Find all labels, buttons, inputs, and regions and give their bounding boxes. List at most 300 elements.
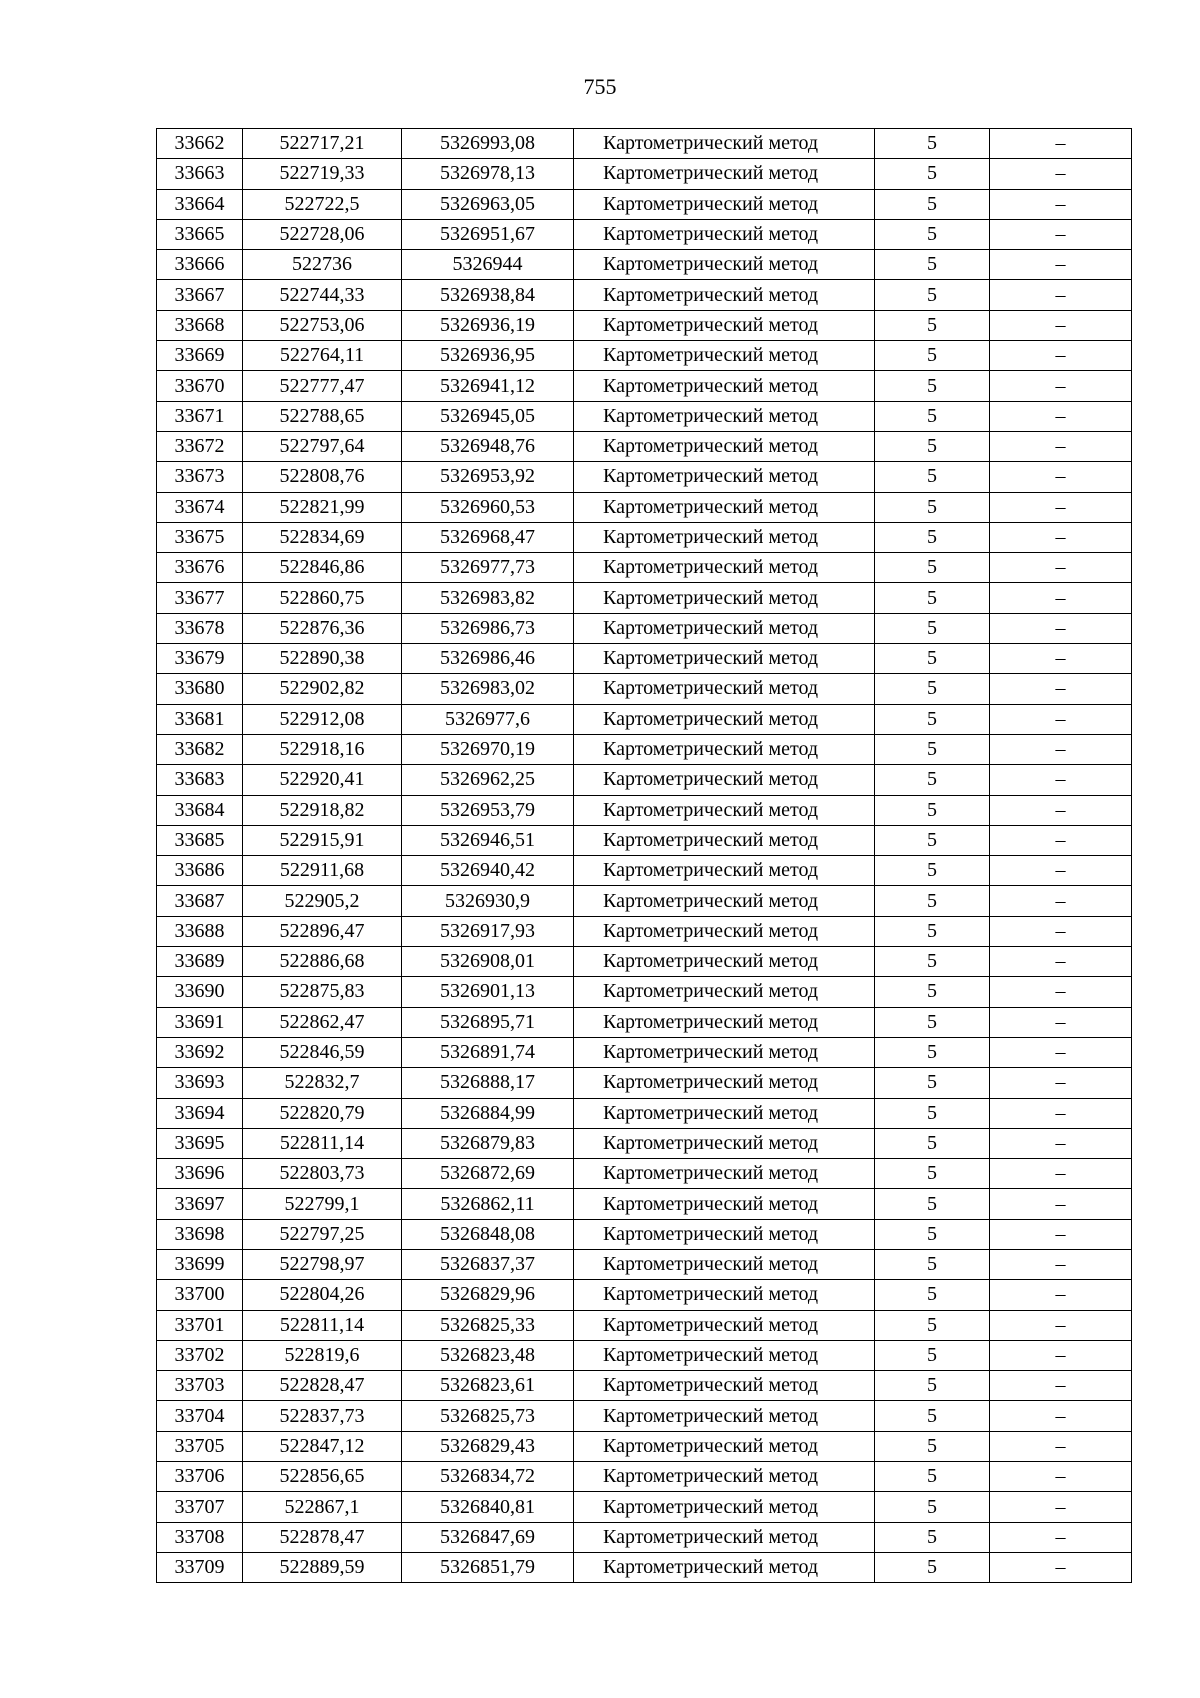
table-row: [157, 1371, 1132, 1401]
point-number-cell: 33670: [157, 371, 243, 401]
x-coordinate-cell: 522862,47: [243, 1007, 402, 1037]
method-cell: Картометрический метод: [574, 462, 875, 492]
accuracy-cell: 5: [875, 886, 990, 916]
table-row: [157, 583, 1132, 613]
description-cell: –: [990, 189, 1132, 219]
method-cell: Картометрический метод: [574, 856, 875, 886]
y-coordinate-cell: 5326948,76: [402, 431, 574, 461]
accuracy-cell: 5: [875, 583, 990, 613]
method-cell: Картометрический метод: [574, 947, 875, 977]
x-coordinate-cell: 522819,6: [243, 1340, 402, 1370]
point-number-cell: 33664: [157, 189, 243, 219]
accuracy-cell: 5: [875, 1098, 990, 1128]
method-cell: Картометрический метод: [574, 1371, 875, 1401]
page-number: 755: [583, 74, 617, 99]
x-coordinate-cell: 522902,82: [243, 674, 402, 704]
point-number-cell: 33682: [157, 734, 243, 764]
point-number-cell: 33676: [157, 553, 243, 583]
table-row: [157, 1128, 1132, 1158]
table-row: [157, 129, 1132, 159]
method-cell: Картометрический метод: [574, 886, 875, 916]
point-number-cell: 33668: [157, 310, 243, 340]
description-cell: –: [990, 492, 1132, 522]
accuracy-cell: 5: [875, 1401, 990, 1431]
y-coordinate-cell: 5326970,19: [402, 734, 574, 764]
method-cell: Картометрический метод: [574, 431, 875, 461]
y-coordinate-cell: 5326941,12: [402, 371, 574, 401]
method-cell: Картометрический метод: [574, 1552, 875, 1582]
table-row: [157, 1037, 1132, 1067]
point-number-cell: 33697: [157, 1189, 243, 1219]
point-number-cell: 33669: [157, 341, 243, 371]
x-coordinate-cell: 522920,41: [243, 765, 402, 795]
method-cell: Картометрический метод: [574, 522, 875, 552]
x-coordinate-cell: 522847,12: [243, 1431, 402, 1461]
x-coordinate-cell: 522797,25: [243, 1219, 402, 1249]
method-cell: Картометрический метод: [574, 1462, 875, 1492]
y-coordinate-cell: 5326872,69: [402, 1159, 574, 1189]
accuracy-cell: 5: [875, 1280, 990, 1310]
method-cell: Картометрический метод: [574, 280, 875, 310]
y-coordinate-cell: 5326879,83: [402, 1128, 574, 1158]
method-cell: Картометрический метод: [574, 644, 875, 674]
accuracy-cell: 5: [875, 825, 990, 855]
y-coordinate-cell: 5326936,19: [402, 310, 574, 340]
x-coordinate-cell: 522846,59: [243, 1037, 402, 1067]
method-cell: Картометрический метод: [574, 1249, 875, 1279]
point-number-cell: 33674: [157, 492, 243, 522]
table-row: [157, 1189, 1132, 1219]
method-cell: Картометрический метод: [574, 795, 875, 825]
table-row: [157, 916, 1132, 946]
accuracy-cell: 5: [875, 734, 990, 764]
point-number-cell: 33708: [157, 1522, 243, 1552]
point-number-cell: 33702: [157, 1340, 243, 1370]
x-coordinate-cell: 522915,91: [243, 825, 402, 855]
accuracy-cell: 5: [875, 977, 990, 1007]
point-number-cell: 33675: [157, 522, 243, 552]
y-coordinate-cell: 5326986,73: [402, 613, 574, 643]
x-coordinate-cell: 522846,86: [243, 553, 402, 583]
accuracy-cell: 5: [875, 1552, 990, 1582]
table-row: [157, 553, 1132, 583]
accuracy-cell: 5: [875, 674, 990, 704]
point-number-cell: 33686: [157, 856, 243, 886]
y-coordinate-cell: 5326963,05: [402, 189, 574, 219]
y-coordinate-cell: 5326891,74: [402, 1037, 574, 1067]
x-coordinate-cell: 522886,68: [243, 947, 402, 977]
accuracy-cell: 5: [875, 1492, 990, 1522]
y-coordinate-cell: 5326908,01: [402, 947, 574, 977]
method-cell: Картометрический метод: [574, 1219, 875, 1249]
description-cell: –: [990, 916, 1132, 946]
method-cell: Картометрический метод: [574, 704, 875, 734]
description-cell: –: [990, 856, 1132, 886]
method-cell: Картометрический метод: [574, 1340, 875, 1370]
method-cell: Картометрический метод: [574, 159, 875, 189]
accuracy-cell: 5: [875, 1431, 990, 1461]
x-coordinate-cell: 522744,33: [243, 280, 402, 310]
point-number-cell: 33683: [157, 765, 243, 795]
table-row: [157, 1401, 1132, 1431]
description-cell: –: [990, 977, 1132, 1007]
method-cell: Картометрический метод: [574, 1037, 875, 1067]
table-row: [157, 825, 1132, 855]
y-coordinate-cell: 5326962,25: [402, 765, 574, 795]
x-coordinate-cell: 522728,06: [243, 219, 402, 249]
x-coordinate-cell: 522811,14: [243, 1128, 402, 1158]
table-row: [157, 219, 1132, 249]
x-coordinate-cell: 522896,47: [243, 916, 402, 946]
description-cell: –: [990, 886, 1132, 916]
y-coordinate-cell: 5326978,13: [402, 159, 574, 189]
method-cell: Картометрический метод: [574, 1159, 875, 1189]
table-row: [157, 1219, 1132, 1249]
y-coordinate-cell: 5326823,61: [402, 1371, 574, 1401]
description-cell: –: [990, 825, 1132, 855]
accuracy-cell: 5: [875, 553, 990, 583]
description-cell: –: [990, 431, 1132, 461]
table-row: [157, 1522, 1132, 1552]
x-coordinate-cell: 522828,47: [243, 1371, 402, 1401]
description-cell: –: [990, 1037, 1132, 1067]
x-coordinate-cell: 522889,59: [243, 1552, 402, 1582]
point-number-cell: 33707: [157, 1492, 243, 1522]
point-number-cell: 33696: [157, 1159, 243, 1189]
accuracy-cell: 5: [875, 704, 990, 734]
description-cell: –: [990, 129, 1132, 159]
table-row: [157, 159, 1132, 189]
description-cell: –: [990, 644, 1132, 674]
table-row: [157, 371, 1132, 401]
x-coordinate-cell: 522777,47: [243, 371, 402, 401]
table-row: [157, 1340, 1132, 1370]
x-coordinate-cell: 522788,65: [243, 401, 402, 431]
point-number-cell: 33680: [157, 674, 243, 704]
point-number-cell: 33706: [157, 1462, 243, 1492]
accuracy-cell: 5: [875, 1068, 990, 1098]
method-cell: Картометрический метод: [574, 1522, 875, 1552]
y-coordinate-cell: 5326847,69: [402, 1522, 574, 1552]
x-coordinate-cell: 522878,47: [243, 1522, 402, 1552]
point-number-cell: 33687: [157, 886, 243, 916]
y-coordinate-cell: 5326825,33: [402, 1310, 574, 1340]
description-cell: –: [990, 462, 1132, 492]
table-row: [157, 1098, 1132, 1128]
description-cell: –: [990, 1522, 1132, 1552]
accuracy-cell: 5: [875, 462, 990, 492]
table-row: [157, 947, 1132, 977]
accuracy-cell: 5: [875, 795, 990, 825]
point-number-cell: 33691: [157, 1007, 243, 1037]
x-coordinate-cell: 522834,69: [243, 522, 402, 552]
point-number-cell: 33662: [157, 129, 243, 159]
description-cell: –: [990, 1007, 1132, 1037]
description-cell: –: [990, 1189, 1132, 1219]
point-number-cell: 33681: [157, 704, 243, 734]
table-row: [157, 704, 1132, 734]
table-row: [157, 280, 1132, 310]
point-number-cell: 33699: [157, 1249, 243, 1279]
method-cell: Картометрический метод: [574, 1280, 875, 1310]
point-number-cell: 33677: [157, 583, 243, 613]
table-row: [157, 1068, 1132, 1098]
accuracy-cell: 5: [875, 1159, 990, 1189]
x-coordinate-cell: 522811,14: [243, 1310, 402, 1340]
method-cell: Картометрический метод: [574, 250, 875, 280]
x-coordinate-cell: 522717,21: [243, 129, 402, 159]
y-coordinate-cell: 5326940,42: [402, 856, 574, 886]
description-cell: –: [990, 1068, 1132, 1098]
accuracy-cell: 5: [875, 1007, 990, 1037]
description-cell: –: [990, 947, 1132, 977]
method-cell: Картометрический метод: [574, 765, 875, 795]
x-coordinate-cell: 522798,97: [243, 1249, 402, 1279]
x-coordinate-cell: 522764,11: [243, 341, 402, 371]
y-coordinate-cell: 5326823,48: [402, 1340, 574, 1370]
method-cell: Картометрический метод: [574, 1310, 875, 1340]
point-number-cell: 33679: [157, 644, 243, 674]
table-row: [157, 431, 1132, 461]
table-row: [157, 734, 1132, 764]
table-row: [157, 1249, 1132, 1279]
coordinates-table: [156, 128, 1132, 1583]
accuracy-cell: 5: [875, 1462, 990, 1492]
y-coordinate-cell: 5326829,96: [402, 1280, 574, 1310]
accuracy-cell: 5: [875, 1037, 990, 1067]
description-cell: –: [990, 280, 1132, 310]
description-cell: –: [990, 1280, 1132, 1310]
y-coordinate-cell: 5326960,53: [402, 492, 574, 522]
y-coordinate-cell: 5326993,08: [402, 129, 574, 159]
method-cell: Картометрический метод: [574, 189, 875, 219]
x-coordinate-cell: 522821,99: [243, 492, 402, 522]
point-number-cell: 33705: [157, 1431, 243, 1461]
point-number-cell: 33688: [157, 916, 243, 946]
table-row: [157, 1552, 1132, 1582]
accuracy-cell: 5: [875, 280, 990, 310]
method-cell: Картометрический метод: [574, 1007, 875, 1037]
accuracy-cell: 5: [875, 1310, 990, 1340]
point-number-cell: 33667: [157, 280, 243, 310]
x-coordinate-cell: 522867,1: [243, 1492, 402, 1522]
description-cell: –: [990, 1098, 1132, 1128]
y-coordinate-cell: 5326936,95: [402, 341, 574, 371]
x-coordinate-cell: 522911,68: [243, 856, 402, 886]
x-coordinate-cell: 522753,06: [243, 310, 402, 340]
point-number-cell: 33698: [157, 1219, 243, 1249]
point-number-cell: 33671: [157, 401, 243, 431]
description-cell: –: [990, 250, 1132, 280]
description-cell: –: [990, 401, 1132, 431]
accuracy-cell: 5: [875, 401, 990, 431]
table-row: [157, 765, 1132, 795]
accuracy-cell: 5: [875, 1189, 990, 1219]
accuracy-cell: 5: [875, 522, 990, 552]
description-cell: –: [990, 1492, 1132, 1522]
point-number-cell: 33709: [157, 1552, 243, 1582]
method-cell: Картометрический метод: [574, 1068, 875, 1098]
table-row: [157, 795, 1132, 825]
x-coordinate-cell: 522804,26: [243, 1280, 402, 1310]
description-cell: –: [990, 1340, 1132, 1370]
method-cell: Картометрический метод: [574, 219, 875, 249]
accuracy-cell: 5: [875, 371, 990, 401]
description-cell: –: [990, 310, 1132, 340]
table-row: [157, 492, 1132, 522]
table-row: [157, 401, 1132, 431]
point-number-cell: 33678: [157, 613, 243, 643]
table-row: [157, 462, 1132, 492]
y-coordinate-cell: 5326983,82: [402, 583, 574, 613]
y-coordinate-cell: 5326946,51: [402, 825, 574, 855]
x-coordinate-cell: 522875,83: [243, 977, 402, 1007]
y-coordinate-cell: 5326848,08: [402, 1219, 574, 1249]
method-cell: Картометрический метод: [574, 129, 875, 159]
accuracy-cell: 5: [875, 431, 990, 461]
table-row: [157, 341, 1132, 371]
y-coordinate-cell: 5326983,02: [402, 674, 574, 704]
point-number-cell: 33693: [157, 1068, 243, 1098]
table-row: [157, 674, 1132, 704]
x-coordinate-cell: 522905,2: [243, 886, 402, 916]
description-cell: –: [990, 1128, 1132, 1158]
description-cell: –: [990, 1552, 1132, 1582]
description-cell: –: [990, 1159, 1132, 1189]
table-row: [157, 1462, 1132, 1492]
y-coordinate-cell: 5326834,72: [402, 1462, 574, 1492]
description-cell: –: [990, 1401, 1132, 1431]
x-coordinate-cell: 522736: [243, 250, 402, 280]
description-cell: –: [990, 795, 1132, 825]
description-cell: –: [990, 704, 1132, 734]
accuracy-cell: 5: [875, 613, 990, 643]
point-number-cell: 33663: [157, 159, 243, 189]
point-number-cell: 33703: [157, 1371, 243, 1401]
accuracy-cell: 5: [875, 1340, 990, 1370]
x-coordinate-cell: 522890,38: [243, 644, 402, 674]
table-row: [157, 977, 1132, 1007]
y-coordinate-cell: 5326953,92: [402, 462, 574, 492]
x-coordinate-cell: 522860,75: [243, 583, 402, 613]
point-number-cell: 33684: [157, 795, 243, 825]
accuracy-cell: 5: [875, 1128, 990, 1158]
table-row: [157, 522, 1132, 552]
method-cell: Картометрический метод: [574, 825, 875, 855]
point-number-cell: 33672: [157, 431, 243, 461]
method-cell: Картометрический метод: [574, 674, 875, 704]
y-coordinate-cell: 5326884,99: [402, 1098, 574, 1128]
y-coordinate-cell: 5326968,47: [402, 522, 574, 552]
table-row: [157, 644, 1132, 674]
accuracy-cell: 5: [875, 219, 990, 249]
accuracy-cell: 5: [875, 1522, 990, 1552]
x-coordinate-cell: 522797,64: [243, 431, 402, 461]
table-row: [157, 613, 1132, 643]
accuracy-cell: 5: [875, 856, 990, 886]
y-coordinate-cell: 5326901,13: [402, 977, 574, 1007]
accuracy-cell: 5: [875, 644, 990, 674]
description-cell: –: [990, 1310, 1132, 1340]
table-row: [157, 310, 1132, 340]
method-cell: Картометрический метод: [574, 1189, 875, 1219]
accuracy-cell: 5: [875, 159, 990, 189]
x-coordinate-cell: 522722,5: [243, 189, 402, 219]
y-coordinate-cell: 5326938,84: [402, 280, 574, 310]
x-coordinate-cell: 522856,65: [243, 1462, 402, 1492]
y-coordinate-cell: 5326862,11: [402, 1189, 574, 1219]
y-coordinate-cell: 5326895,71: [402, 1007, 574, 1037]
table-row: [157, 1159, 1132, 1189]
table-row: [157, 1007, 1132, 1037]
y-coordinate-cell: 5326917,93: [402, 916, 574, 946]
point-number-cell: 33665: [157, 219, 243, 249]
point-number-cell: 33690: [157, 977, 243, 1007]
method-cell: Картометрический метод: [574, 492, 875, 522]
point-number-cell: 33666: [157, 250, 243, 280]
method-cell: Картометрический метод: [574, 553, 875, 583]
y-coordinate-cell: 5326837,37: [402, 1249, 574, 1279]
y-coordinate-cell: 5326977,73: [402, 553, 574, 583]
point-number-cell: 33685: [157, 825, 243, 855]
description-cell: –: [990, 613, 1132, 643]
accuracy-cell: 5: [875, 1371, 990, 1401]
y-coordinate-cell: 5326829,43: [402, 1431, 574, 1461]
table-row: [157, 189, 1132, 219]
description-cell: –: [990, 1249, 1132, 1279]
description-cell: –: [990, 1219, 1132, 1249]
accuracy-cell: 5: [875, 189, 990, 219]
y-coordinate-cell: 5326945,05: [402, 401, 574, 431]
x-coordinate-cell: 522808,76: [243, 462, 402, 492]
table-row: [157, 250, 1132, 280]
y-coordinate-cell: 5326986,46: [402, 644, 574, 674]
point-number-cell: 33689: [157, 947, 243, 977]
x-coordinate-cell: 522719,33: [243, 159, 402, 189]
x-coordinate-cell: 522912,08: [243, 704, 402, 734]
method-cell: Картометрический метод: [574, 1401, 875, 1431]
description-cell: –: [990, 734, 1132, 764]
x-coordinate-cell: 522832,7: [243, 1068, 402, 1098]
accuracy-cell: 5: [875, 310, 990, 340]
point-number-cell: 33701: [157, 1310, 243, 1340]
point-number-cell: 33692: [157, 1037, 243, 1067]
y-coordinate-cell: 5326944: [402, 250, 574, 280]
y-coordinate-cell: 5326977,6: [402, 704, 574, 734]
description-cell: –: [990, 1371, 1132, 1401]
table-row: [157, 886, 1132, 916]
method-cell: Картометрический метод: [574, 916, 875, 946]
accuracy-cell: 5: [875, 341, 990, 371]
method-cell: Картометрический метод: [574, 1098, 875, 1128]
table-row: [157, 1280, 1132, 1310]
method-cell: Картометрический метод: [574, 341, 875, 371]
table-row: [157, 1310, 1132, 1340]
accuracy-cell: 5: [875, 947, 990, 977]
accuracy-cell: 5: [875, 250, 990, 280]
y-coordinate-cell: 5326840,81: [402, 1492, 574, 1522]
x-coordinate-cell: 522918,82: [243, 795, 402, 825]
point-number-cell: 33695: [157, 1128, 243, 1158]
point-number-cell: 33700: [157, 1280, 243, 1310]
description-cell: –: [990, 583, 1132, 613]
description-cell: –: [990, 159, 1132, 189]
description-cell: –: [990, 1462, 1132, 1492]
x-coordinate-cell: 522876,36: [243, 613, 402, 643]
y-coordinate-cell: 5326825,73: [402, 1401, 574, 1431]
method-cell: Картометрический метод: [574, 613, 875, 643]
point-number-cell: 33673: [157, 462, 243, 492]
